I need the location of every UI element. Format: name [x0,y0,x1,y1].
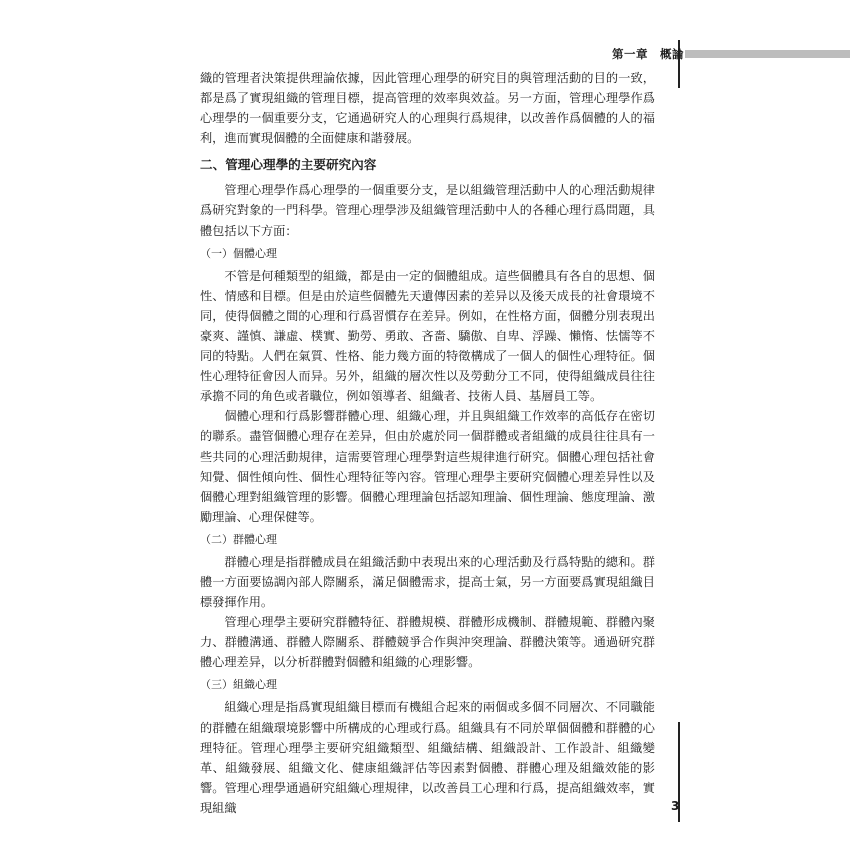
page-number: 3 [671,799,680,813]
running-header: 第一章 概論 [612,47,684,61]
section-heading: 二、管理心理學的主要研究內容 [200,157,377,173]
paragraph: 織的管理者決策提供理論依據，因此管理心理學的研究目的與管理活動的目的一致，都是爲了實現組織的管理目標，提高管理的效率與效益。另一方面，管理心理學作爲心理學的一個重要分支，它通過研究人的心理與行爲規律，以改善作爲個體的人的福利，進而實現個體的全面健康和諧發展。 [200,71,655,146]
paragraph: 管理心理學主要研究群體特征、群體規模、群體形成機制、群體規範、群體內聚力、群體溝通、群體人際關系、群體競爭合作與沖突理論、群體決策等。通過研究群體心理差异，以分析群體對個體和組織的心理影響。 [200,615,655,670]
paragraph: 管理心理學作爲心理學的一個重要分支，是以組織管理活動中人的心理活動規律爲研究對象的一門科學。管理心理學涉及組織管理活動中人的各種心理行爲問題，具體包括以下方面： [200,183,655,238]
header-decoration-bar [685,50,850,58]
page-body [200,68,655,818]
paragraph: 群體心理是指群體成員在組織活動中表現出來的心理活動及行爲特點的總和。群體一方面要協調內部人際關系，滿足個體需求，提高士氣，另一方面要爲實現組織目標發揮作用。 [200,554,655,610]
subsection-heading: （二）群體心理 [200,532,277,546]
paragraph: 組織心理是指爲實現組織目標而有機組合起來的兩個或多個不同層次、不同職能的群體在組織環境影響中所構成的心理或行爲。組織具有不同於單個個體和群體的心理特征。管理心理學主要研究組織類型、組織結構、組織設計、工作設計、組織變革、組織發展、組織文化、健康組織評估等因素對個體、群體心理及組織效能的影響。管理心理學通過研究組織心理規律，以改善員工心理和行爲，提高組織效率，實現組織 [200,700,655,815]
subsection-heading: （一）個體心理 [200,246,277,260]
paragraph: 個體心理和行爲影響群體心理、組織心理，并且與組織工作效率的高低存在密切的聯系。盡管個體心理存在差异，但由於處於同一個群體或者組織的成員往往具有一些共同的心理活動規律，這需要管理心理學對這些規律進行研究。個體心理包括社會知覺、個性傾向性、個性心理特征等內容。管理心理學主要研究個體心理差异性以及個體心理對組織管理的影響。個體心理理論包括認知理論、個性理論、態度理論、激勵理論、心理保健等。 [200,409,655,524]
subsection-heading: （三）組織心理 [200,678,277,692]
paragraph: 不管是何種類型的組織，都是由一定的個體組成。這些個體具有各自的思想、個性、情感和目標。但是由於這些個體先天遺傳因素的差异以及後天成長的社會環境不同，使得個體之間的心理和行爲習慣存在差异。例如，在性格方面，個體分別表現出豪爽、謹慎、謙虛、樸實、勤勞、勇敢、吝嗇、驕傲、自卑、浮躁、懶惰、怯懦等不同的特點。人們在氣質、性格、能力幾方面的特徵構成了一個人的個性心理特征。個性心理特征會因人而异。另外，組織的層次性以及勞動分工不同，使得組織成員往往承擔不同的角色或者職位，例如領導者、組織者、技術人員、基層員工等。 [200,268,655,404]
